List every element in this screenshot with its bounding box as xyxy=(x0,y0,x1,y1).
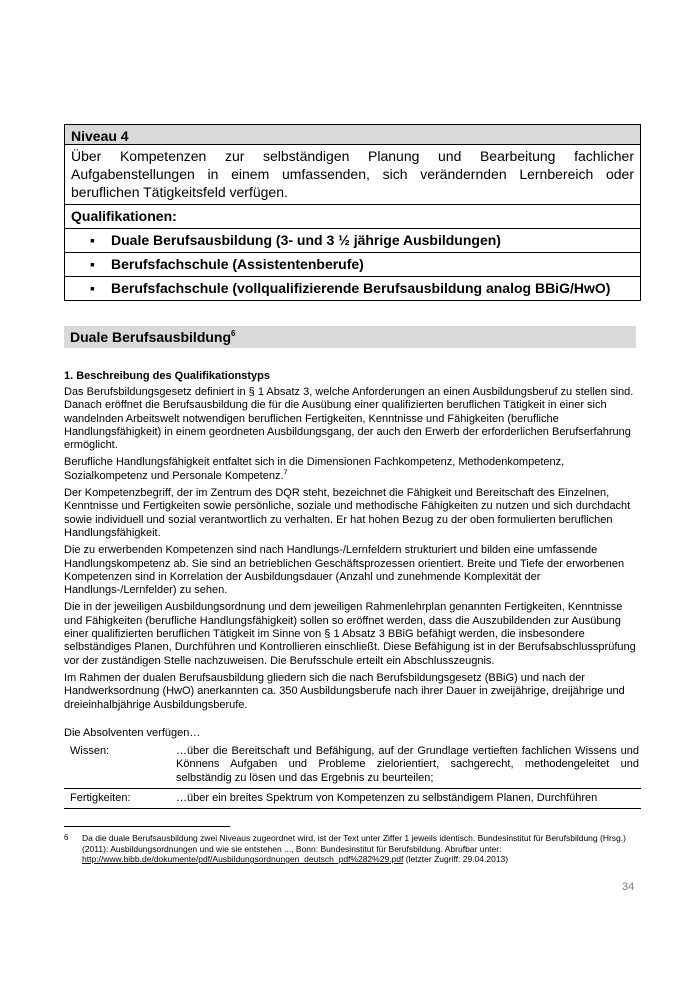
paragraph: Die in der jeweiligen Ausbildungsordnung und dem jeweiligen Rahmenlehrplan genannten Fertigkeiten, Kenntnisse und Fähigkeiten (berufliche Handlungsfähigkeit) sollen so eröffnet werden, dass die Auszubildenden zur Ausübung einer qualifizierten beruflichen Tätigkeit im Sinne von § 1 Absatz 3 BBiG befähigt werden, die insbesondere selbständiges Planen, Durchführen und Kontrollieren einschließt. Diese Befähigung ist in der Berufsabschlussprüfung vor der zuständigen Stelle nachzuweisen. Die Berufsschule erteilt ein Abschlusszeugnis. xyxy=(64,601,636,667)
footnote-divider xyxy=(64,826,230,827)
bullet-icon: ▪ xyxy=(90,232,95,248)
paragraph: Im Rahmen der dualen Berufsausbildung gliedern sich die nach Berufsbildungsgesetz (BBiG) und nach der Handwerksordnung (HwO) anerkannten ca. 350 Ausbildungsberufe nach ihrer Dauer in zweijährige, dreijährige und dreieinhalbjährige Ausbildungsberufe. xyxy=(64,671,625,711)
paragraph: Der Kompetenzbegriff, der im Zentrum des DQR steht, bezeichnet die Fähigkeit und Bereitschaft des Einzelnen, Kenntnisse und Fertigkeiten sowie persönliche, soziale und methodische Fähigkeiten zu nutzen und sich durchdacht sowie individuell und sozial verantwortlich zu verhalten. Er hat hohen Bezug zu der oben formulierten beruflichen Handlungsfähigkeit. xyxy=(64,487,631,539)
footnote xyxy=(64,833,636,865)
qualification-item xyxy=(65,277,640,300)
section-title-text: Duale Berufsausbildung xyxy=(70,329,232,345)
paragraph: Die zu erwerbenden Kompetenzen sind nach Handlungs-/Lernfeldern strukturiert und bilden eine umfassende Handlungskompetenz ab. Sie sind an betrieblichen Geschäftsprozessen orientiert. Breite und Tiefe der erworbenen Kompetenzen sind in Korrelation der Ausbildungsdauer (Anzahl und zunehmende Komplexität der Handlungs-/Lernfelder) zu sehen. xyxy=(64,544,625,597)
footnote-number: 6 xyxy=(64,833,69,842)
level-description: Über Kompetenzen zur selbständigen Planung und Bearbeitung fachlicher Aufgabenstellungen in einem umfassenden, sich verändernden Lernbereich oder beruflichen Tätigkeitsfeld verfügen. xyxy=(65,145,640,205)
qualification-label: Berufsfachschule (Assistentenberufe) xyxy=(111,256,364,272)
footnote-access-note: (letzter Zugriff: 29.04.2013) xyxy=(405,854,509,864)
row-label: Wissen: xyxy=(70,745,110,757)
qualification-label: Berufsfachschule (vollqualifizierende Berufsausbildung analog BBiG/HwO) xyxy=(111,280,611,296)
bullet-icon: ▪ xyxy=(90,280,95,296)
qualification-label: Duale Berufsausbildung (3- und 3 ½ jährige Ausbildungen) xyxy=(111,232,501,248)
level-title: Niveau 4 xyxy=(65,125,640,145)
subheading: 1. Beschreibung des Qualifikationstyps xyxy=(64,370,270,382)
qualifications-heading: Qualifikationen: xyxy=(65,205,640,229)
footnote-ref[interactable]: 6 xyxy=(231,329,236,338)
graduates-table xyxy=(64,742,641,809)
page-number: 34 xyxy=(622,881,635,893)
qualification-item xyxy=(65,253,640,277)
section-title xyxy=(64,326,636,348)
row-text: …über die Bereitschaft und Befähigung, auf der Grundlage vertieften fachlichen Wissens und Könnens Aufgaben und Probleme zielorientiert, sachgerecht, methodengeleitet und selbständig zu lösen und das Ergebnis zu beurteilen; xyxy=(176,745,639,784)
graduates-intro: Die Absolventen verfügen… xyxy=(64,727,201,739)
footnote-link[interactable]: http://www.bibb.de/dokumente/pdf/Ausbildungsordnungen_deutsch_pdf%282%29.pdf xyxy=(82,854,404,864)
row-label: Fertigkeiten: xyxy=(70,791,131,804)
level-box xyxy=(64,124,641,301)
qualification-item xyxy=(65,229,640,253)
footnote-body xyxy=(82,833,636,865)
table-row xyxy=(64,789,641,809)
row-text: …über ein breites Spektrum von Kompetenzen zu selbständigem Planen, Durchführen xyxy=(176,791,598,804)
footnote-ref[interactable]: 7 xyxy=(283,469,288,477)
footnote-text: Da die duale Berufsausbildung zwei Niveaus zugeordnet wird, ist der Text unter Ziffer 1 jeweils identisch. Bundesinstitut für Berufsbildung (Hrsg.) (2011): Ausbildungsordnungen und wie sie entstehen ..., Bonn: Bundesinstitut für Berufsbildung. Abrufbar unter: xyxy=(82,833,626,854)
body-text xyxy=(64,386,638,716)
paragraph-text: Berufliche Handlungsfähigkeit entfaltet sich in die Dimensionen Fachkompetenz, Methodenkompetenz, Sozialkompetenz und Personale Kompetenz. xyxy=(64,456,565,482)
bullet-icon: ▪ xyxy=(90,256,95,272)
table-row xyxy=(64,742,641,789)
paragraph xyxy=(64,456,638,483)
paragraph: Das Berufsbildungsgesetz definiert in § 1 Absatz 3, welche Anforderungen an einen Ausbildungsberuf zu stellen sind. Danach eröffnet die Berufsausbildung die für die Ausübung einer qualifizierten beruflichen Tätigkeit in einer sich wandelnden Arbeitswelt notwendigen beruflichen Fertigkeiten, Kenntnisse und Fähigkeiten (berufliche Handlungsfähigkeit) in einem geordneten Ausbildungsgang, der auch den Erwerb der erforderlichen Berufserfahrung ermöglicht. xyxy=(64,386,634,452)
